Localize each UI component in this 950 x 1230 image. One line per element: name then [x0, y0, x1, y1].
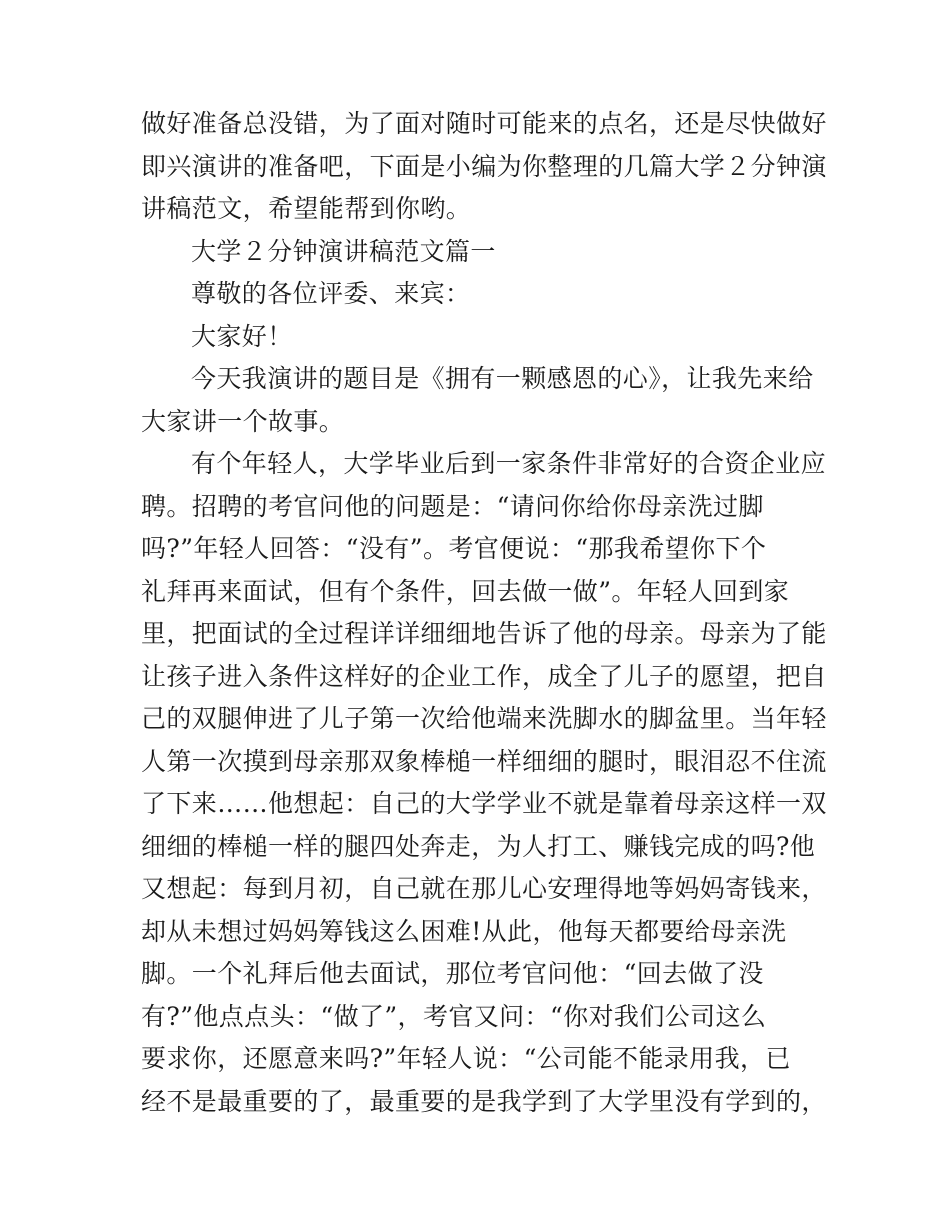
text-line: 了下来……他想起：自己的大学学业不就是靠着母亲这样一双: [141, 789, 827, 818]
text-line: 有个年轻人，大学毕业后到一家条件非常好的合资企业应: [191, 449, 827, 478]
text-line: 人第一次摸到母亲那双象棒槌一样细细的腿时，眼泪忍不住流: [141, 746, 827, 776]
text-line: 大学２分钟演讲稿范文篇一: [191, 236, 496, 266]
text-line: 经不是最重要的了，最重要的是我学到了大学里没有学到的，: [141, 1086, 827, 1116]
topic-paragraph: [141, 358, 813, 443]
text-line: 大家好！: [191, 321, 293, 351]
text-line: 脚。一个礼拜后他去面试，那位考官问他：“回去做了没: [141, 959, 764, 988]
salutation: [141, 273, 813, 316]
text-line: 有?”他点点头：“做了”，考官又问：“你对我们公司这么: [141, 1001, 767, 1031]
story-paragraph: [141, 443, 827, 1123]
intro-paragraph: [141, 103, 827, 231]
text-line: 己的双腿伸进了儿子第一次给他端来洗脚水的脚盆里。当年轻: [141, 704, 827, 733]
text-line: 大家讲一个故事。: [141, 406, 345, 436]
text-line: 今天我演讲的题目是《拥有一颗感恩的心》，让我先来给: [191, 364, 814, 393]
section-heading: [141, 231, 813, 274]
text-line: 尊敬的各位评委、来宾：: [191, 279, 471, 308]
text-line: 即兴演讲的准备吧，下面是小编为你整理的几篇大学２分钟演: [141, 151, 827, 181]
text-line: 做好准备总没错，为了面对随时可能来的点名，还是尽快做好: [141, 109, 827, 138]
greeting: [141, 316, 813, 359]
text-line: 讲稿范文，希望能帮到你哟。: [141, 194, 472, 223]
text-line: 礼拜再来面试，但有个条件，回去做一做”。年轻人回到家: [141, 576, 790, 606]
text-line: 吗?”年轻人回答：“没有”。考官便说：“那我希望你下个: [141, 534, 767, 563]
text-line: 却从未想过妈妈筹钱这么困难!从此，他每天都要给母亲洗: [141, 916, 787, 946]
document-body: [141, 103, 827, 1123]
text-line: 要求你，还愿意来吗?”年轻人说：“公司能不能录用我，已: [141, 1044, 791, 1073]
text-line: 让孩子进入条件这样好的企业工作，成全了儿子的愿望，把自: [141, 661, 827, 691]
text-line: 聘。招聘的考官问他的问题是：“请问你给你母亲洗过脚: [141, 491, 764, 521]
text-line: 细细的棒槌一样的腿四处奔走，为人打工、赚钱完成的吗?他: [141, 831, 816, 861]
text-line: 又想起：每到月初，自己就在那儿心安理得地等妈妈寄钱来，: [141, 874, 827, 903]
text-line: 里，把面试的全过程详详细细地告诉了他的母亲。母亲为了能: [141, 619, 827, 648]
